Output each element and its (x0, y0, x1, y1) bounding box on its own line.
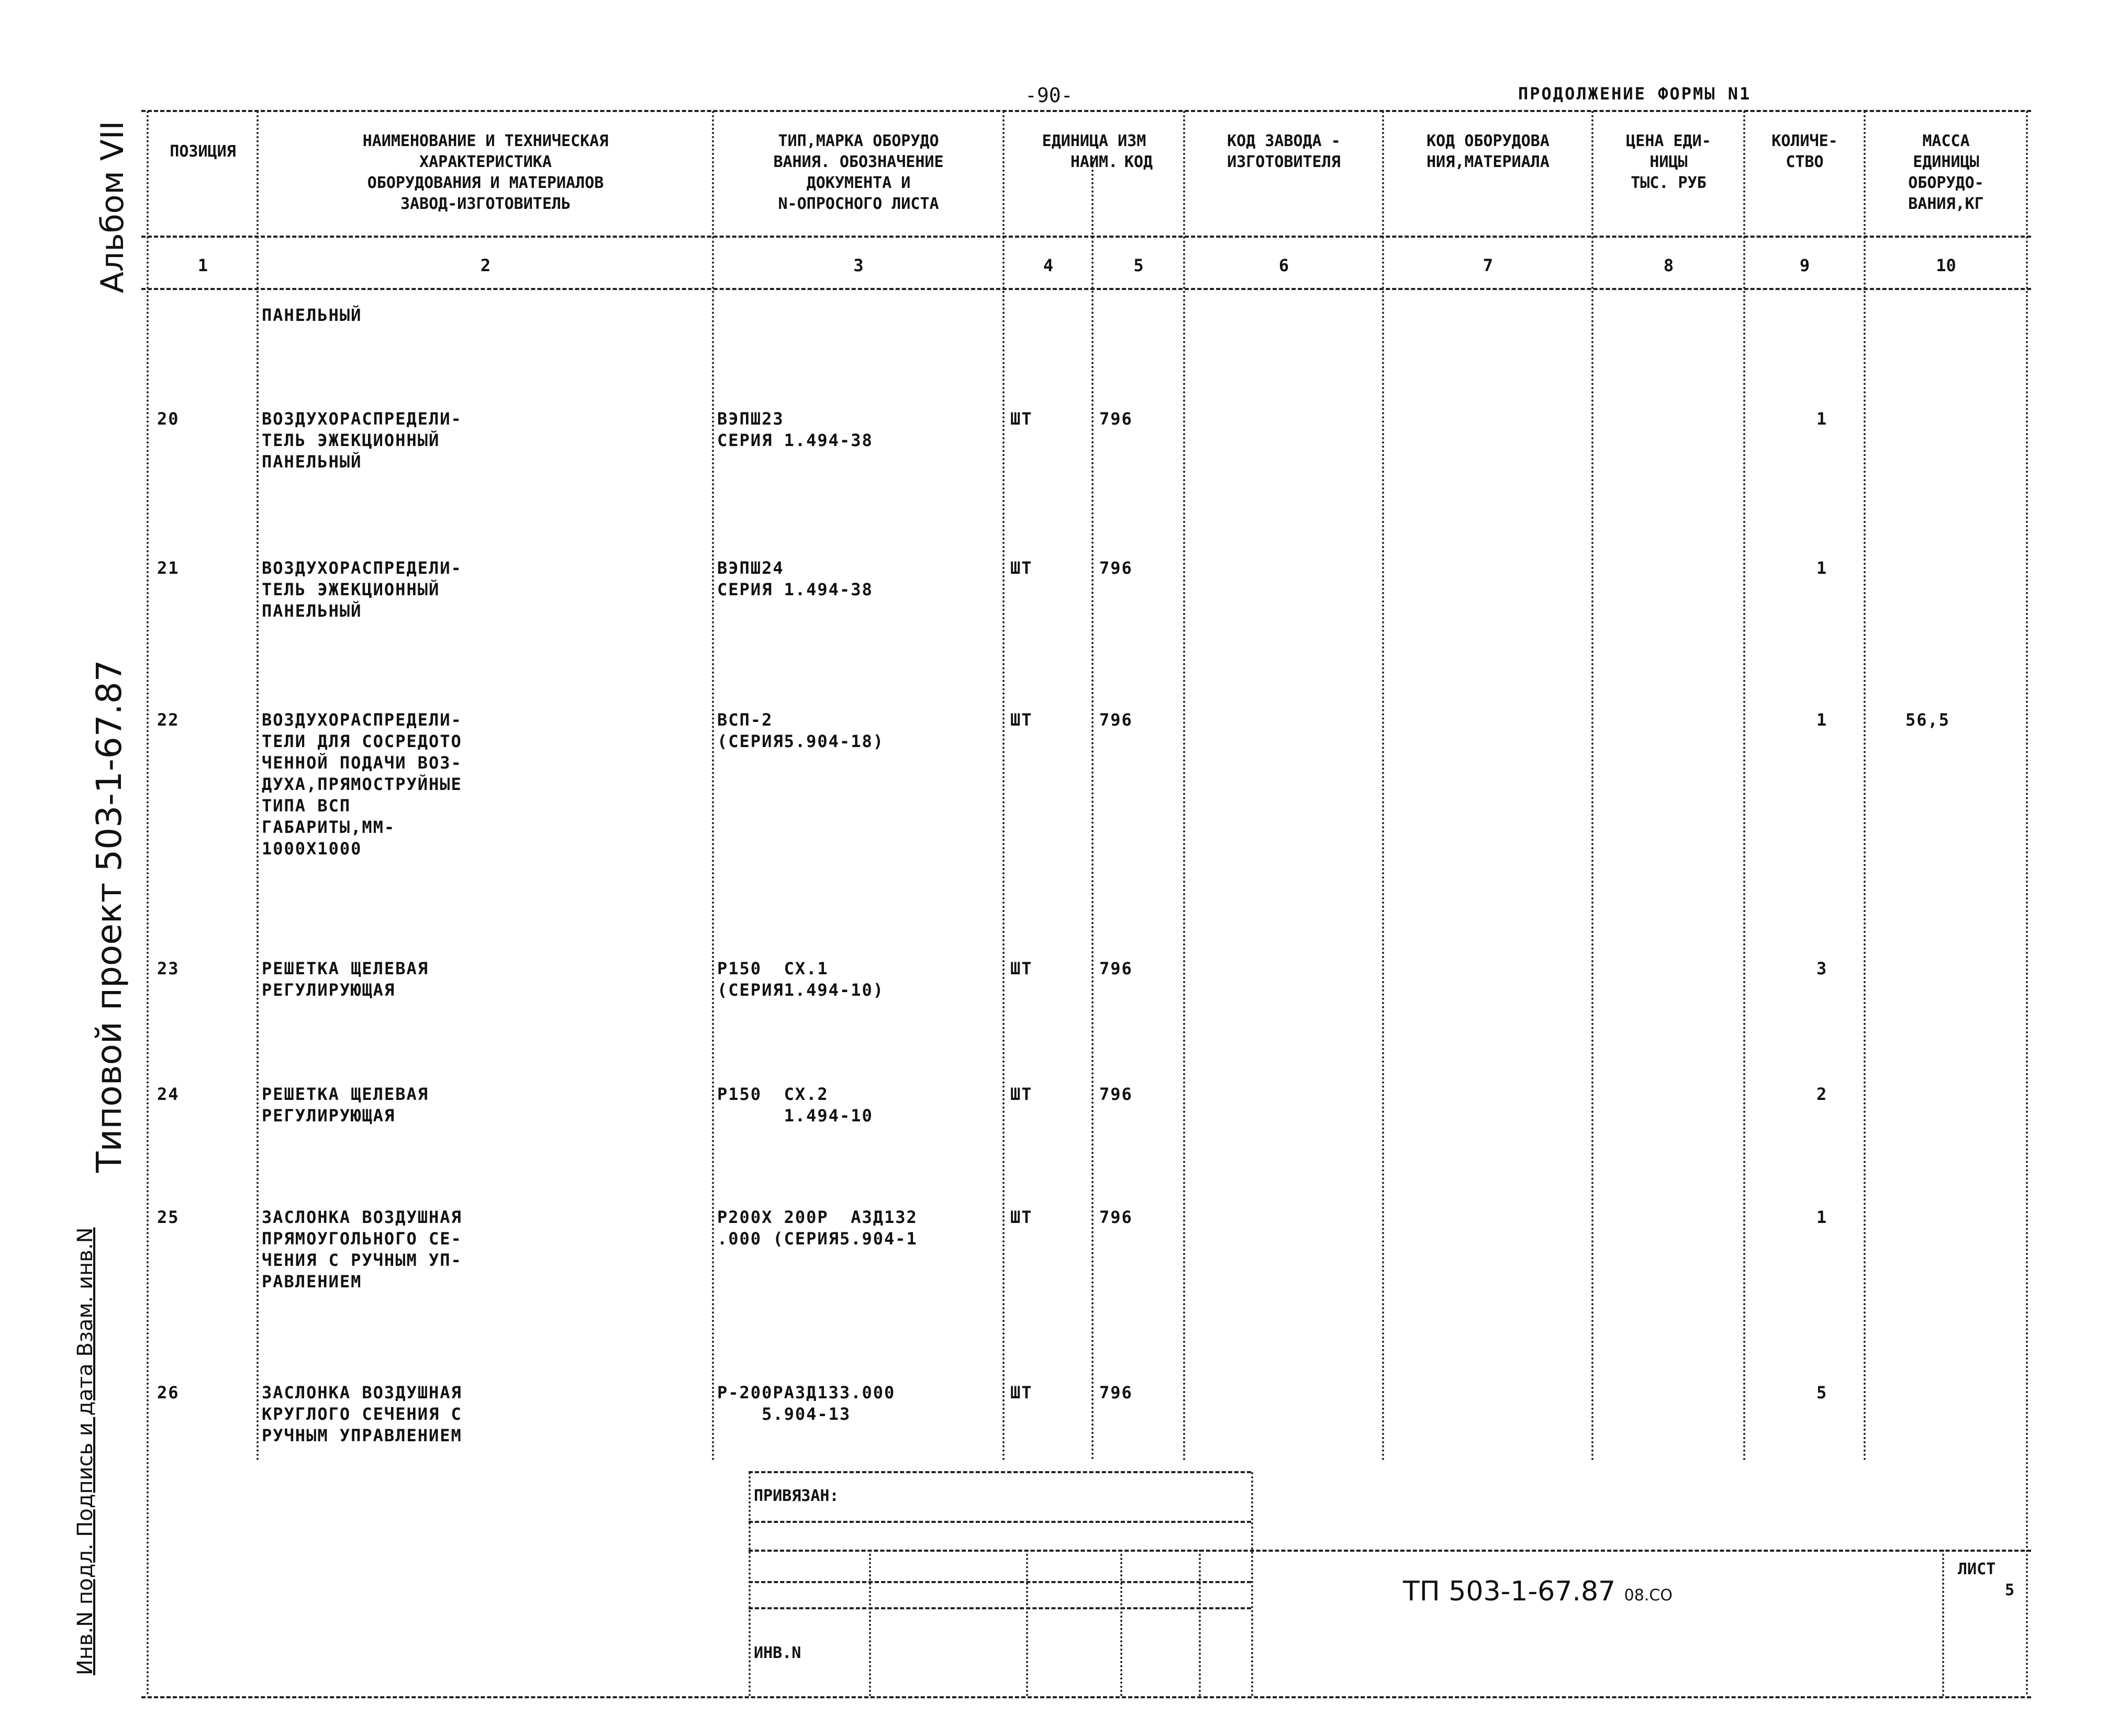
row-21-type: ВЭПШ24 СЕРИЯ 1.494-38 (717, 558, 873, 599)
col-sep-5 (1183, 111, 1185, 1462)
col-sep-2 (712, 111, 714, 1462)
col-num-8: 8 (1663, 255, 1674, 275)
sheet-number: 5 (2005, 1581, 2015, 1599)
col-num-4: 4 (1043, 255, 1054, 275)
row-23-unit: ШТ (1010, 959, 1033, 978)
col-num-9: 9 (1799, 255, 1810, 275)
row-21-code: 796 (1099, 558, 1133, 578)
col-header-4: ЕДИНИЦА ИЗМ НАИМ. (1042, 132, 1146, 171)
col-sep-9 (1864, 111, 1866, 1462)
col-sep-7 (1591, 111, 1593, 1462)
row-24-position: 24 (157, 1084, 180, 1104)
row-24-qty: 2 (1816, 1084, 1828, 1104)
row-23-name: РЕШЕТКА ЩЕЛЕВАЯ РЕГУЛИРУЮЩАЯ (262, 959, 429, 1000)
stamp-top-rule (749, 1471, 1251, 1473)
row-21-unit: ШТ (1010, 558, 1033, 578)
row-26-position: 26 (157, 1383, 180, 1403)
col-header-10: МАССА ЕДИНИЦЫ ОБОРУДО- ВАНИЯ,КГ (1908, 132, 1984, 213)
col-sep-0 (147, 111, 149, 1696)
col-num-7: 7 (1482, 255, 1493, 275)
row-20-position: 20 (157, 409, 180, 429)
row-26-qty: 5 (1816, 1383, 1828, 1403)
col-header-7: КОД ОБОРУДОВА НИЯ,МАТЕРИАЛА (1426, 132, 1549, 171)
row-21-name: ВОЗДУХОРАСПРЕДЕЛИ- ТЕЛЬ ЭЖЕКЦИОННЫЙ ПАНЕЛЬНЫЙ (262, 558, 462, 621)
stamp-rule-1 (749, 1521, 1251, 1523)
col-sep-10 (2026, 111, 2028, 1696)
row-23-qty: 3 (1816, 959, 1828, 978)
row-24-name: РЕШЕТКА ЩЕЛЕВАЯ РЕГУЛИРУЮЩАЯ (262, 1084, 429, 1126)
row-24-code: 796 (1099, 1084, 1133, 1104)
col-header-1: ПОЗИЦИЯ (170, 142, 236, 161)
row-22-code: 796 (1099, 710, 1133, 730)
row-25-type: Р200Х 200Р АЗД132 .000 (СЕРИЯ5.904-1 (717, 1207, 918, 1249)
continuation-title: ПРОДОЛЖЕНИЕ ФОРМЫ N1 (1518, 84, 1752, 104)
col-sep-3 (1002, 111, 1005, 1462)
row-21-position: 21 (157, 558, 180, 578)
sheet-label: ЛИСТ (1958, 1560, 1996, 1578)
document-code (1403, 1576, 1673, 1607)
stamp-sep-a (869, 1550, 871, 1696)
row-23-type: Р150 СХ.1 (СЕРИЯ1.494-10) (717, 959, 884, 1000)
stamp-tied-label: ПРИВЯЗАН: (754, 1487, 839, 1505)
row-23-code: 796 (1099, 959, 1133, 978)
project-label: Типовой проект 503-1-67.87 (89, 660, 129, 1173)
stamp-sep-d (1199, 1550, 1201, 1696)
col-header-8: ЦЕНА ЕДИ- НИЦЫ ТЫС. РУБ (1626, 132, 1711, 192)
row-25-unit: ШТ (1010, 1207, 1033, 1227)
col-header-3: ТИП,МАРКА ОБОРУДО ВАНИЯ. ОБОЗНАЧЕНИЕ ДОКУМЕНТА И N-ОПРОСНОГО ЛИСТА (773, 132, 944, 213)
numbering-rule (141, 288, 2031, 290)
col-header-5: КОД (1124, 153, 1153, 171)
col-header-6: КОД ЗАВОДА - ИЗГОТОВИТЕЛЯ (1227, 132, 1341, 171)
row-25-qty: 1 (1816, 1207, 1828, 1227)
stamp-sep-right (1251, 1472, 1253, 1696)
col-sep-1 (257, 111, 259, 1462)
table-top-rule (141, 110, 2031, 112)
row-22-unit: ШТ (1010, 710, 1033, 730)
row-26-name: ЗАСЛОНКА ВОЗДУШНАЯ КРУГЛОГО СЕЧЕНИЯ С РУЧНЫМ УПРАВЛЕНИЕМ (262, 1383, 462, 1445)
stamp-sep-left (749, 1472, 751, 1696)
stamp-sep-c (1120, 1550, 1122, 1696)
row-22-qty: 1 (1816, 710, 1828, 730)
row-26-unit: ШТ (1010, 1383, 1033, 1403)
row-23-position: 23 (157, 959, 180, 978)
stamp-rule-4 (749, 1607, 1251, 1609)
col-num-5: 5 (1133, 255, 1144, 275)
row-20-code: 796 (1099, 409, 1133, 429)
row-26-code: 796 (1099, 1383, 1133, 1403)
stamp-sheet-sep (1942, 1550, 1944, 1696)
col-header-9: КОЛИЧЕ- СТВО (1771, 132, 1838, 171)
row-22-type: ВСП-2 (СЕРИЯ5.904-18) (717, 710, 884, 751)
row-25-name: ЗАСЛОНКА ВОЗДУШНАЯ ПРЯМОУГОЛЬНОГО СЕ- ЧЕНИЯ С РУЧНЫМ УП- РАВЛЕНИЕМ (262, 1207, 462, 1292)
stamp-inv-label: ИНВ.N (754, 1644, 801, 1662)
header-rule (141, 236, 2031, 238)
document-code-main: ТП 503-1-67.87 (1403, 1576, 1616, 1607)
row-24-type: Р150 СХ.2 1.494-10 (717, 1084, 873, 1126)
row-24-unit: ШТ (1010, 1084, 1033, 1104)
col-num-10: 10 (1936, 255, 1956, 275)
document-code-suffix: 08.СО (1624, 1586, 1673, 1605)
col-sep-6 (1382, 111, 1384, 1462)
row-22-position: 22 (157, 710, 180, 730)
stamp-fields-label: Инв.N подл. Подпись и дата Взам. инв.N (73, 1227, 97, 1675)
stamp-rule-2 (749, 1550, 2031, 1552)
col-header-2: НАИМЕНОВАНИЕ И ТЕХНИЧЕСКАЯ ХАРАКТЕРИСТИКА ОБОРУДОВАНИЯ И МАТЕРИАЛОВ ЗАВОД-ИЗГОТОВИТЕЛЬ (362, 132, 609, 213)
row-22-mass: 56,5 (1905, 710, 1950, 730)
row-20-qty: 1 (1816, 409, 1828, 429)
row-26-type: Р-200РАЗД133.000 5.904-13 (717, 1383, 896, 1424)
col-num-2: 2 (480, 255, 491, 275)
row-0-name: ПАНЕЛЬНЫЙ (262, 305, 362, 325)
row-21-qty: 1 (1816, 558, 1828, 578)
row-25-position: 25 (157, 1207, 180, 1227)
col-sep-8 (1743, 111, 1745, 1462)
row-20-type: ВЭПШ23 СЕРИЯ 1.494-38 (717, 409, 873, 450)
col-num-3: 3 (853, 255, 864, 275)
stamp-sep-b (1026, 1550, 1028, 1696)
row-25-code: 796 (1099, 1207, 1133, 1227)
page-number: -90- (1025, 84, 1073, 107)
table-bottom-rule (141, 1696, 2031, 1698)
row-22-name: ВОЗДУХОРАСПРЕДЕЛИ- ТЕЛИ ДЛЯ СОСРЕДОТО ЧЕННОЙ ПОДАЧИ ВОЗ- ДУХА,ПРЯМОСТРУЙНЫЕ ТИПА ВСП ГАБАРИТЫ,ММ- 1000Х1000 (262, 710, 462, 859)
row-20-name: ВОЗДУХОРАСПРЕДЕЛИ- ТЕЛЬ ЭЖЕКЦИОННЫЙ ПАНЕЛЬНЫЙ (262, 409, 462, 472)
col-num-1: 1 (197, 255, 208, 275)
stamp-rule-3 (749, 1581, 1251, 1583)
col-num-6: 6 (1278, 255, 1289, 275)
row-20-unit: ШТ (1010, 409, 1033, 429)
col-sep-4 (1091, 157, 1094, 1461)
album-label: Альбом VII (94, 120, 131, 293)
